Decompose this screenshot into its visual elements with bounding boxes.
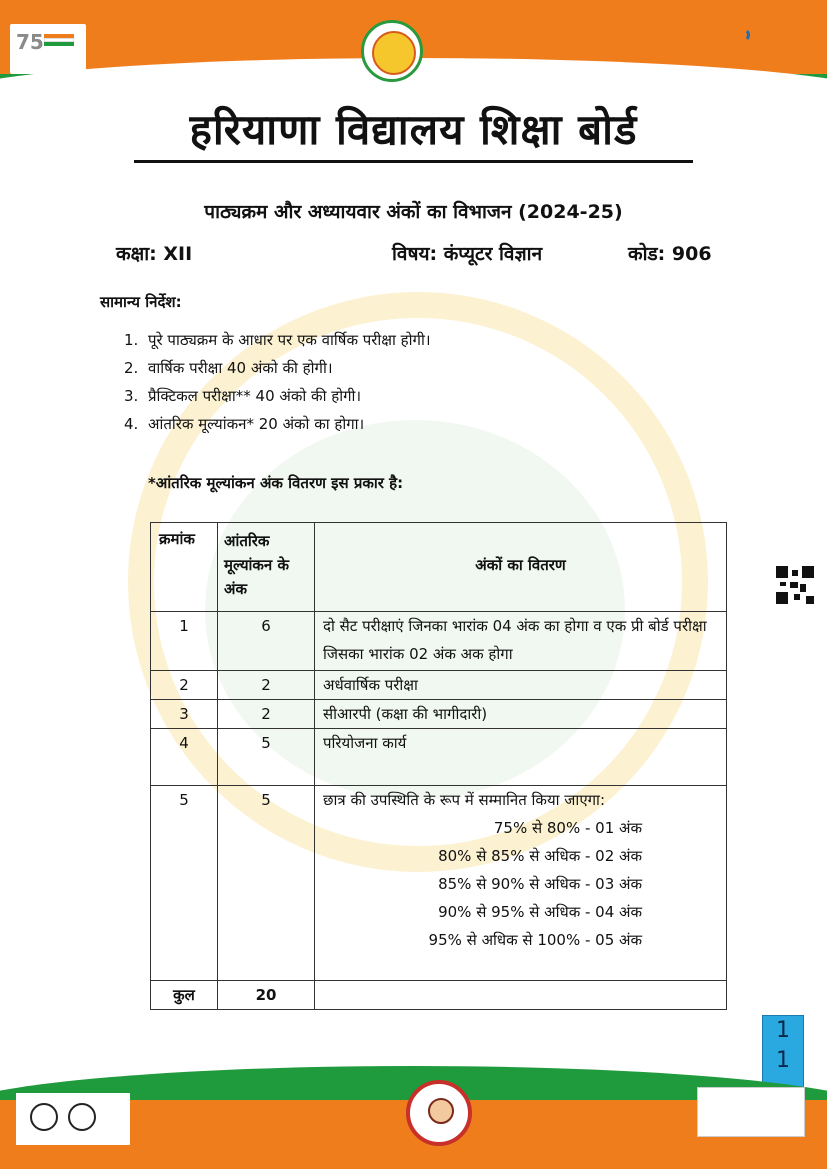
table-total-row [151,981,727,1010]
marks-distribution-table [150,522,727,1010]
total-empty-cell [315,981,727,1010]
cell-attendance [315,786,727,981]
cell-desc: दो सैट परीक्षाएं जिनका भारांक 04 अंक का होगा व एक प्री बोर्ड परीक्षा जिसका भारांक 02 अंक अक होगा [315,612,727,671]
table-row [151,612,727,671]
cell-marks: 6 [218,612,315,671]
cell-serial: 1 [151,612,218,671]
item-number: 4. [124,415,139,433]
cell-serial: 5 [151,786,218,981]
header-serial: क्रमांक [151,523,218,612]
cell-marks: 5 [218,729,315,786]
attendance-line: 85% से 90% से अधिक - 03 अंक [438,875,642,893]
table-header-row [151,523,727,612]
cell-serial: 4 [151,729,218,786]
subject-label: विषय: कंप्यूटर विज्ञान [392,243,543,265]
item-text: आंतरिक मूल्यांकन* 20 अंको का होगा। [148,415,365,433]
cell-marks: 2 [218,671,315,700]
instructions-heading: सामान्य निर्देश: [100,293,182,311]
instructions-list [124,328,431,440]
item-text: प्रैक्टिकल परीक्षा** 40 अंको की होगी। [148,387,362,405]
table-row [151,700,727,729]
table-row-attendance [151,786,727,981]
cell-marks: 2 [218,700,315,729]
beti-bachao-logo-icon [406,1080,472,1146]
cell-desc: परियोजना कार्य [315,729,727,786]
table-row [151,729,727,786]
header-marks: आंतरिक मूल्यांकन के अंक [218,523,315,612]
page-number-digit: 1 [776,1048,790,1073]
list-item [124,384,431,412]
attendance-line: 75% से 80% - 01 अंक [493,819,642,837]
total-label: कुल [151,981,218,1010]
attendance-intro: छात्र की उपस्थिति के रूप में सम्मानित किया जाएगा: [323,791,605,809]
cell-marks: 5 [218,786,315,981]
attendance-line: 80% से 85% से अधिक - 02 अंक [438,847,642,865]
attendance-line: 90% से 95% से अधिक - 04 अंक [438,903,642,921]
code-label: कोड: 906 [628,243,712,265]
digital-india-logo-icon [736,24,798,54]
title-underline [134,160,693,163]
cell-desc: अर्धवार्षिक परीक्षा [315,671,727,700]
table-row [151,671,727,700]
cell-serial: 3 [151,700,218,729]
item-text: पूरे पाठ्यक्रम के आधार पर एक वार्षिक परीक्षा होगी। [148,331,431,349]
page-number-digit: 1 [776,1018,790,1043]
board-title: हरियाणा विद्यालय शिक्षा बोर्ड [189,105,638,154]
cell-serial: 2 [151,671,218,700]
item-number: 1. [124,331,139,349]
cell-desc: सीआरपी (कक्षा की भागीदारी) [315,700,727,729]
qr-code-icon[interactable] [776,566,814,604]
total-marks: 20 [218,981,315,1010]
swachh-bharat-logo-icon [16,1093,130,1145]
document-subtitle: पाठ्यक्रम और अध्यायवार अंकों का विभाजन (2024-25) [204,201,623,223]
item-number: 3. [124,387,139,405]
shiksha-ka-adhikar-logo-icon [697,1087,805,1137]
list-item [124,328,431,356]
class-label: कक्षा: XII [116,243,193,265]
distribution-note: *आंतरिक मूल्यांकन अंक वितरण इस प्रकार है: [148,474,404,492]
azadi-ka-amrit-mahotsav-logo-icon: 75 [10,24,86,74]
list-item [124,356,431,384]
header-distribution: अंकों का वितरण [315,523,727,612]
item-text: वार्षिक परीक्षा 40 अंको की होगी। [148,359,333,377]
attendance-line: 95% से अधिक से 100% - 05 अंक [428,931,642,949]
item-number: 2. [124,359,139,377]
list-item [124,412,431,440]
hbse-seal-logo-icon [361,20,423,82]
page-number-badge [762,1015,804,1091]
